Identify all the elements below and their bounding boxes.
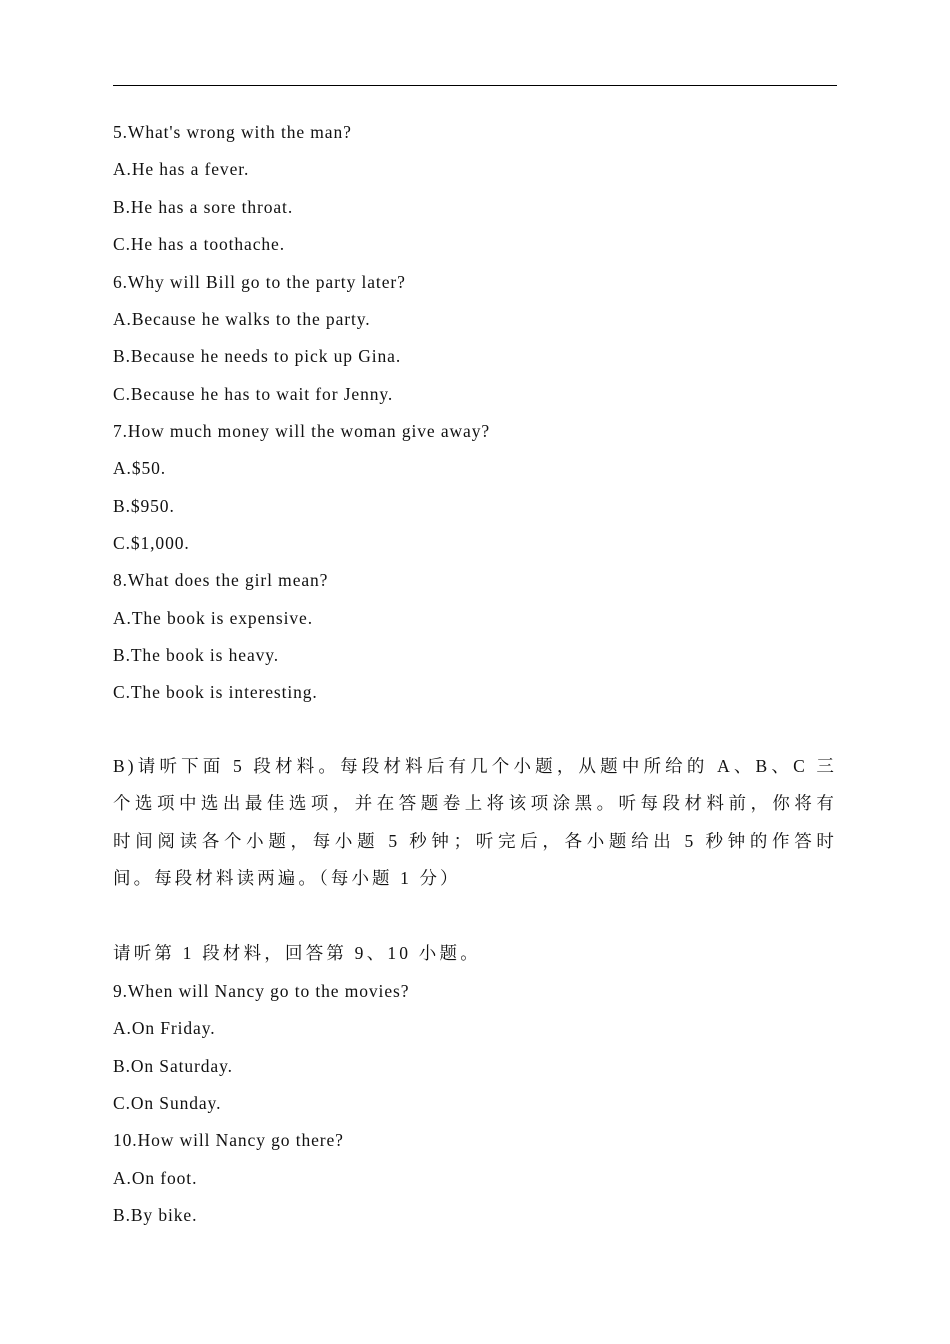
instruction-line: 个选项中选出最佳选项，并在答题卷上将该项涂黑。听每段材料前，你将有 [113,793,837,814]
instruction-line: B)请听下面 5 段材料。每段材料后有几个小题，从题中所给的 A、B、C 三 [113,756,837,776]
option-8c: C.The book is interesting. [113,682,318,702]
option-6c: C.Because he has to wait for Jenny. [113,384,394,404]
question-6: 6.Why will Bill go to the party later? [113,272,406,292]
option-10b: B.By bike. [113,1205,198,1225]
option-8b: B.The book is heavy. [113,645,280,665]
question-9: 9.When will Nancy go to the movies? [113,981,410,1001]
option-6b: B.Because he needs to pick up Gina. [113,346,402,366]
question-10: 10.How will Nancy go there? [113,1130,344,1150]
option-8a: A.The book is expensive. [113,608,313,628]
instruction-line: 时间阅读各个小题，每小题 5 秒钟；听完后，各小题给出 5 秒钟的作答时 [113,830,837,851]
section-b-instructions [113,748,837,897]
option-5b: B.He has a sore throat. [113,197,294,217]
option-9a: A.On Friday. [113,1018,216,1038]
header-rule [113,85,837,86]
option-10a: A.On foot. [113,1168,198,1188]
option-7c: C.$1,000. [113,533,190,553]
option-9c: C.On Sunday. [113,1093,222,1113]
question-5: 5.What's wrong with the man? [113,122,352,142]
option-6a: A.Because he walks to the party. [113,309,371,329]
option-5a: A.He has a fever. [113,159,250,179]
question-8: 8.What does the girl mean? [113,570,329,590]
question-7: 7.How much money will the woman give away? [113,421,491,441]
option-7b: B.$950. [113,496,175,516]
option-7a: A.$50. [113,458,167,478]
option-5c: C.He has a toothache. [113,234,285,254]
option-9b: B.On Saturday. [113,1056,233,1076]
instruction-line: 间。每段材料读两遍。（每小题 1 分） [113,867,461,888]
material-1-prompt: 请听第 1 段材料，回答第 9、10 小题。 [113,943,481,963]
